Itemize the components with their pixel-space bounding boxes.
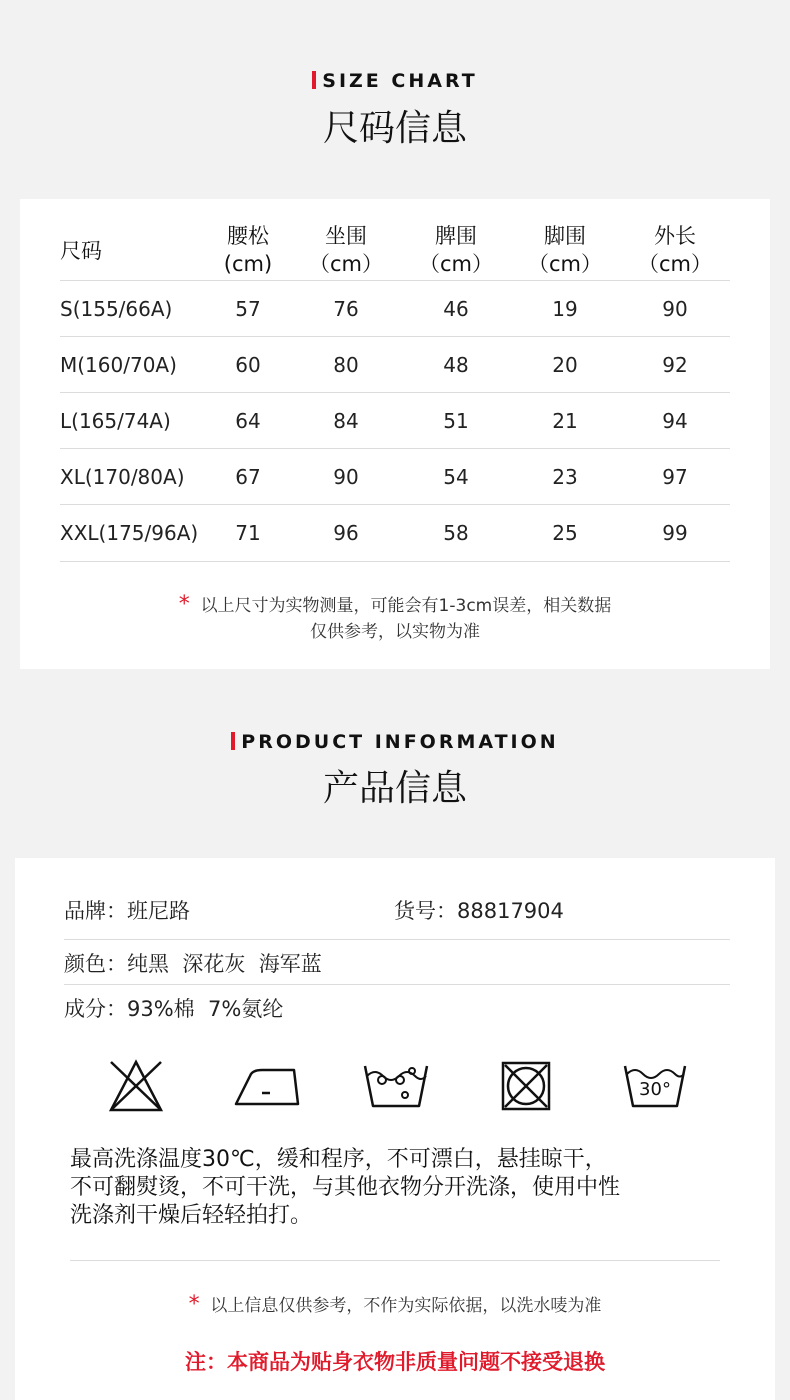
length-cell: 94 [662, 409, 688, 433]
length-cell: 92 [662, 353, 688, 377]
length-cell: 97 [662, 465, 688, 489]
col-header-thigh: 脾围 （cm） [418, 224, 493, 276]
length-cell: 99 [662, 521, 688, 545]
waist-cell: 57 [235, 297, 261, 321]
leg-opening-cell: 23 [552, 465, 578, 489]
hand-wash-icon [362, 1062, 430, 1110]
thigh-cell: 58 [443, 521, 469, 545]
material-label: 成分：93%棉 7%氨纶 [64, 997, 284, 1021]
thigh-cell: 51 [443, 409, 469, 433]
leg-opening-cell: 25 [552, 521, 578, 545]
divider [70, 1260, 720, 1261]
size-note: * 以上尺寸为实物测量，可能会有1-3cm误差，相关数据 仅供参考，以实物为准 [178, 592, 612, 642]
thigh-cell: 48 [443, 353, 469, 377]
col-header-length: 外长 （cm） [637, 224, 712, 276]
col-header-waist: 腰松 (cm) [223, 224, 273, 276]
product-info-title-en: PRODUCT INFORMATION [0, 731, 790, 753]
size-cell: M(160/70A) [60, 353, 177, 377]
no-tumble-dry-icon [105, 1058, 167, 1114]
col-header-size: 尺码 [60, 239, 102, 263]
iron-low-icon [232, 1062, 302, 1108]
table-row [60, 392, 730, 449]
no-dry-clean-icon [500, 1060, 552, 1112]
hip-cell: 84 [333, 409, 359, 433]
product-info-title: 产品信息 [322, 768, 467, 809]
asterisk-icon: * [178, 592, 190, 617]
table-row [60, 280, 730, 337]
table-row [60, 448, 730, 505]
item-number-label: 货号：88817904 [394, 899, 564, 923]
hip-cell: 76 [333, 297, 359, 321]
length-cell: 90 [662, 297, 688, 321]
title-accent-bar [231, 732, 235, 750]
thigh-cell: 46 [443, 297, 469, 321]
waist-cell: 64 [235, 409, 261, 433]
divider [64, 939, 730, 940]
size-cell: XXL(175/96A) [60, 521, 199, 545]
waist-cell: 71 [235, 521, 261, 545]
waist-cell: 67 [235, 465, 261, 489]
size-cell: S(155/66A) [60, 297, 173, 321]
wash-30-icon: 30° [622, 1062, 688, 1110]
size-chart-title-en: SIZE CHART [0, 70, 790, 92]
size-cell: L(165/74A) [60, 409, 171, 433]
brand-label: 品牌：班尼路 [64, 899, 190, 923]
no-return-warning: 注：本商品为贴身衣物非质量问题不接受退换 [185, 1350, 605, 1374]
info-note: * 以上信息仅供参考，不作为实际依据，以洗水唛为准 [188, 1292, 602, 1317]
col-header-leg-opening: 脚围 （cm） [527, 224, 602, 276]
hip-cell: 80 [333, 353, 359, 377]
hip-cell: 96 [333, 521, 359, 545]
colors-label: 颜色：纯黑 深花灰 海军蓝 [64, 952, 322, 976]
leg-opening-cell: 20 [552, 353, 578, 377]
table-row [60, 336, 730, 393]
size-chart-title: 尺码信息 [322, 108, 467, 149]
title-accent-bar [312, 71, 316, 89]
thigh-cell: 54 [443, 465, 469, 489]
col-header-hip: 坐围 （cm） [308, 224, 383, 276]
waist-cell: 60 [235, 353, 261, 377]
table-row [60, 504, 730, 562]
hip-cell: 90 [333, 465, 359, 489]
size-cell: XL(170/80A) [60, 465, 185, 489]
divider [64, 984, 730, 985]
leg-opening-cell: 21 [552, 409, 578, 433]
leg-opening-cell: 19 [552, 297, 578, 321]
asterisk-icon: * [188, 1292, 200, 1317]
care-instructions: 最高洗涤温度30℃，缓和程序，不可漂白，悬挂晾干， 不可翻熨烫，不可干洗，与其他衣物分开洗涤，使用中性 洗涤剂干燥后轻轻拍打。 [70, 1147, 621, 1228]
